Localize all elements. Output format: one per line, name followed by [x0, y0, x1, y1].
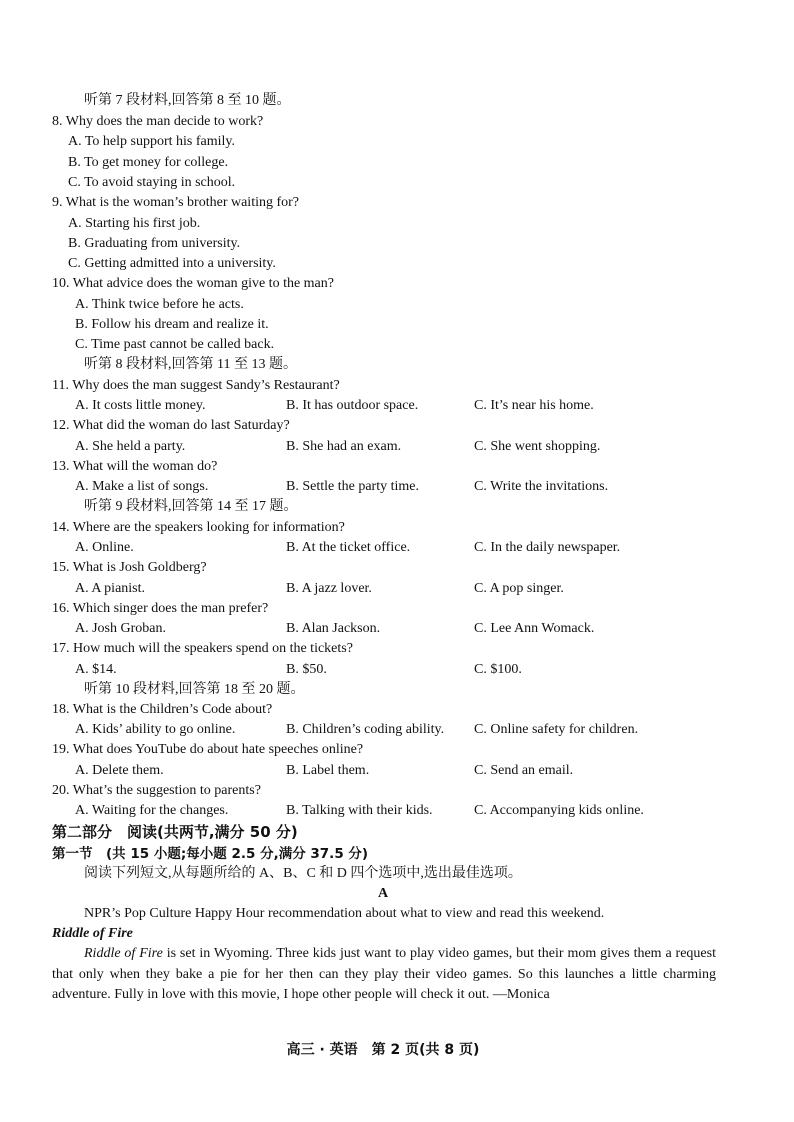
question-11-option-a: A. It costs little money. [75, 398, 206, 413]
question-12-stem: 12. What did the woman do last Saturday? [52, 418, 290, 433]
question-14-options [0, 539, 794, 557]
question-17-option-c: C. $100. [474, 662, 522, 677]
question-20-option-c: C. Accompanying kids online. [474, 803, 644, 818]
question-16-options [0, 620, 794, 638]
passage-paragraph [52, 944, 716, 1006]
question-9-stem: 9. What is the woman’s brother waiting for? [52, 195, 300, 210]
question-15-stem: 15. What is Josh Goldberg? [52, 560, 207, 575]
question-18-options [0, 721, 794, 739]
question-15-option-c: C. A pop singer. [474, 581, 564, 596]
question-14-option-a: A. Online. [75, 540, 134, 555]
page-footer: 高三 · 英语 第 2 页(共 8 页) [286, 1042, 480, 1058]
question-13-option-b: B. Settle the party time. [286, 479, 419, 494]
question-17-stem: 17. How much will the speakers spend on the tickets? [52, 641, 353, 656]
question-16-option-c: C. Lee Ann Womack. [474, 621, 595, 636]
question-19-option-a: A. Delete them. [75, 763, 164, 778]
question-10-stem: 10. What advice does the woman give to the man? [52, 276, 334, 291]
question-13-option-a: A. Make a list of songs. [75, 479, 209, 494]
question-20-option-b: B. Talking with their kids. [286, 803, 433, 818]
question-9-option-c: C. Getting admitted into a university. [68, 256, 276, 271]
section-listen-8: 听第 8 段材料,回答第 11 至 13 题。 [84, 357, 297, 372]
question-14-option-c: C. In the daily newspaper. [474, 540, 621, 555]
question-10-option-a: A. Think twice before he acts. [75, 297, 244, 312]
question-12-option-a: A. She held a party. [75, 439, 186, 454]
question-19-stem: 19. What does YouTube do about hate speeches online? [52, 742, 364, 757]
question-18-option-c: C. Online safety for children. [474, 722, 639, 737]
section-one-heading: 第一节 (共 15 小题;每小题 2.5 分,满分 37.5 分) [52, 846, 369, 862]
movie-title-inline: Riddle of Fire [84, 946, 163, 961]
question-18-stem: 18. What is the Children’s Code about? [52, 702, 273, 717]
question-14-stem: 14. Where are the speakers looking for information? [52, 520, 345, 535]
question-13-options [0, 478, 794, 496]
question-18-option-a: A. Kids’ ability to go online. [75, 722, 236, 737]
question-18-option-b: B. Children’s coding ability. [286, 722, 445, 737]
passage-letter: A [377, 886, 389, 901]
reading-instructions: 阅读下列短文,从每题所给的 A、B、C 和 D 四个选项中,选出最佳选项。 [84, 866, 522, 881]
question-19-option-b: B. Label them. [286, 763, 370, 778]
question-16-option-a: A. Josh Groban. [75, 621, 166, 636]
question-9-option-b: B. Graduating from university. [68, 236, 241, 251]
question-10-option-b: B. Follow his dream and realize it. [75, 317, 269, 332]
section-listen-7: 听第 7 段材料,回答第 8 至 10 题。 [84, 93, 291, 108]
question-19-option-c: C. Send an email. [474, 763, 574, 778]
question-9-option-a: A. Starting his first job. [68, 216, 201, 231]
question-15-options [0, 580, 794, 598]
question-12-options [0, 438, 794, 456]
question-16-stem: 16. Which singer does the man prefer? [52, 601, 269, 616]
question-11-option-c: C. It’s near his home. [474, 398, 594, 413]
question-15-option-a: A. A pianist. [75, 581, 146, 596]
question-8-stem: 8. Why does the man decide to work? [52, 114, 264, 129]
movie-title: Riddle of Fire [52, 926, 133, 941]
question-10-option-c: C. Time past cannot be called back. [75, 337, 275, 352]
question-15-option-b: B. A jazz lover. [286, 581, 372, 596]
section-listen-10: 听第 10 段材料,回答第 18 至 20 题。 [84, 682, 305, 697]
question-17-option-b: B. $50. [286, 662, 327, 677]
question-14-option-b: B. At the ticket office. [286, 540, 411, 555]
question-8-option-b: B. To get money for college. [68, 155, 229, 170]
part-two-heading: 第二部分 阅读(共两节,满分 50 分) [52, 823, 298, 841]
question-17-options [0, 661, 794, 679]
question-12-option-b: B. She had an exam. [286, 439, 402, 454]
question-8-option-c: C. To avoid staying in school. [68, 175, 236, 190]
question-19-options [0, 762, 794, 780]
question-13-option-c: C. Write the invitations. [474, 479, 609, 494]
question-12-option-c: C. She went shopping. [474, 439, 601, 454]
question-17-option-a: A. $14. [75, 662, 117, 677]
question-11-option-b: B. It has outdoor space. [286, 398, 419, 413]
passage-intro: NPR’s Pop Culture Happy Hour recommendation about what to view and read this weekend. [84, 906, 605, 921]
question-11-stem: 11. Why does the man suggest Sandy’s Restaurant? [52, 378, 340, 393]
question-13-stem: 13. What will the woman do? [52, 459, 218, 474]
question-11-options [0, 397, 794, 415]
section-listen-9: 听第 9 段材料,回答第 14 至 17 题。 [84, 499, 298, 514]
question-20-option-a: A. Waiting for the changes. [75, 803, 229, 818]
question-20-stem: 20. What’s the suggestion to parents? [52, 783, 261, 798]
question-20-options [0, 802, 794, 820]
passage-body: is set in Wyoming. Three kids just want to play video games, but their mom gives them a request that only when they bake a pie for her then can they play their video games. So this launches a little charming adventure. Fully in love with this movie, I hope other people will check it out. —Monica [52, 946, 716, 1002]
question-8-option-a: A. To help support his family. [68, 134, 236, 149]
question-16-option-b: B. Alan Jackson. [286, 621, 381, 636]
